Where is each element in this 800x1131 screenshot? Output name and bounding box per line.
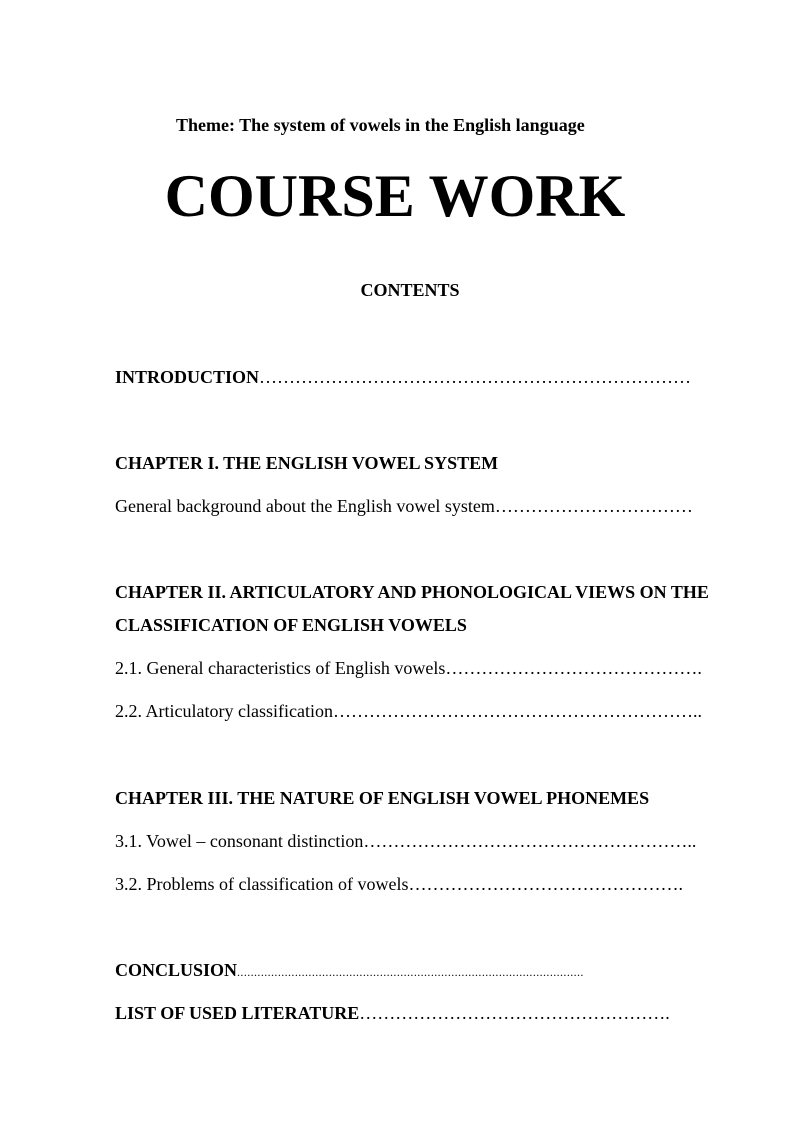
- toc-entry-3-1: [115, 830, 696, 852]
- toc-entry-3-2: [115, 873, 683, 895]
- toc-label: General background about the English vowel system: [115, 496, 495, 516]
- page-title: COURSE WORK: [164, 163, 626, 229]
- toc-entry-conclusion: [115, 959, 584, 983]
- toc-label: 3.2. Problems of classification of vowels: [115, 874, 409, 894]
- toc-label: 3.1. Vowel – consonant distinction: [115, 831, 364, 851]
- toc-label: INTRODUCTION: [115, 367, 260, 387]
- chapter-3-heading: CHAPTER III. THE NATURE OF ENGLISH VOWEL PHONEMES: [115, 788, 650, 808]
- contents-heading: CONTENTS: [360, 280, 460, 300]
- toc-entry-2-2: [115, 700, 702, 722]
- toc-label: CONCLUSION: [115, 960, 238, 980]
- toc-entry-literature: [115, 1002, 670, 1024]
- toc-leader: …………………………………………….: [359, 1003, 670, 1023]
- toc-leader: ………………………………………………..: [363, 831, 697, 851]
- toc-label: 2.1. General characteristics of English vowels: [115, 658, 446, 678]
- toc-leader: ......................................................................................................: [237, 965, 584, 979]
- chapter-2-heading-line-2: CLASSIFICATION OF ENGLISH VOWELS: [115, 615, 467, 635]
- toc-leader: ……………………………………….: [408, 874, 683, 894]
- toc-entry-2-1: [115, 657, 702, 679]
- toc-label: 2.2. Articulatory classification: [115, 701, 333, 721]
- chapter-2-heading-line-1: CHAPTER II. ARTICULATORY AND PHONOLOGICAL VIEWS ON THE: [115, 582, 709, 602]
- theme-line: Theme: The system of vowels in the English language: [176, 115, 585, 135]
- chapter-1-heading: CHAPTER I. THE ENGLISH VOWEL SYSTEM: [115, 453, 499, 473]
- toc-leader: …………………………………….: [445, 658, 702, 678]
- toc-leader: ……………………………………………………..: [332, 701, 702, 721]
- toc-leader: ……………………………: [494, 496, 693, 516]
- toc-entry-1-background: [115, 495, 693, 517]
- toc-entry-introduction: [115, 366, 691, 388]
- toc-label: LIST OF USED LITERATURE: [115, 1003, 360, 1023]
- toc-leader: ………………………………………………………………: [259, 367, 692, 387]
